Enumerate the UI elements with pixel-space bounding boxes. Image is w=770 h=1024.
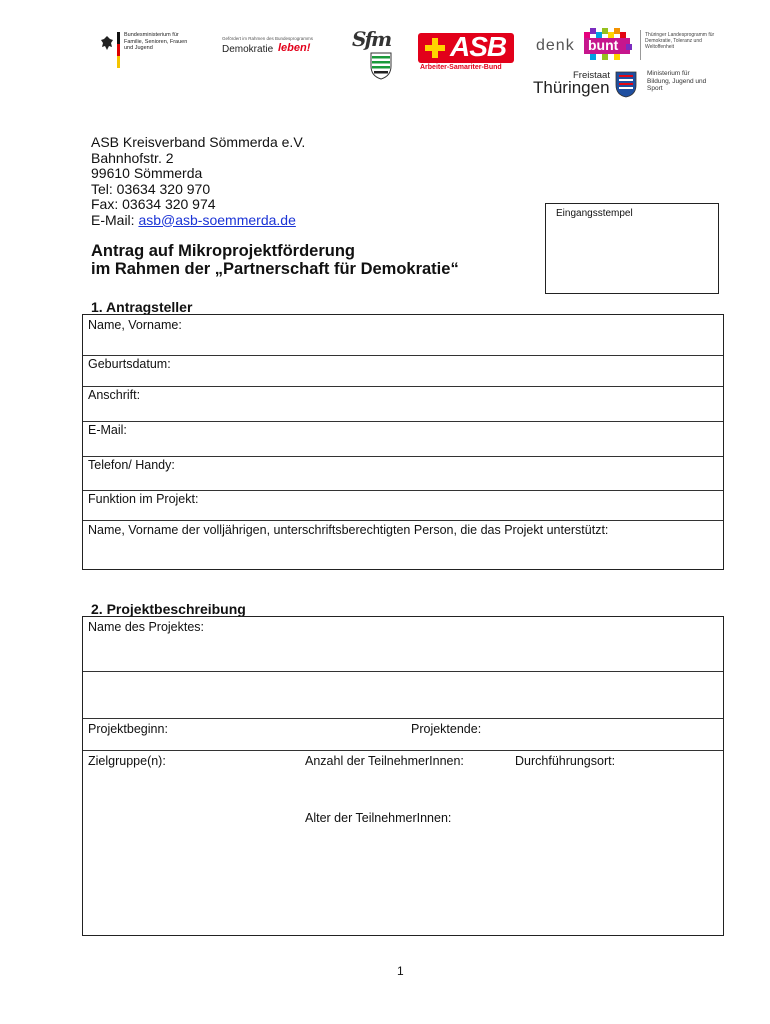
asb-logo [418, 33, 514, 73]
bunt-text: bunt [588, 37, 619, 53]
org-name: ASB Kreisverband Sömmerda e.V. [91, 134, 306, 150]
field-label-phone: Telefon/ Handy: [88, 458, 175, 472]
bmfsfj-logo [100, 32, 195, 72]
project-dates-row[interactable] [83, 718, 723, 751]
email-line [91, 213, 305, 229]
page-number: 1 [397, 964, 404, 978]
field-label-name: Name, Vorname: [88, 318, 182, 332]
section2-heading: 2. Projektbeschreibung [91, 601, 246, 617]
bmfsfj-text: Bundesministerium für Familie, Senioren, Frauen und Jugend [124, 32, 188, 51]
ministerium-text: Ministerium für Bildung, Jugend und Sport [647, 70, 707, 92]
field-label-guardian: Name, Vorname der volljährigen, unterschriftsberechtigten Person, die das Projekt unterstützt: [88, 523, 609, 537]
freistaat-text: Freistaat [573, 70, 610, 81]
city: 99610 Sömmerda [91, 165, 203, 181]
denk-text: denk [536, 37, 575, 54]
project-table [82, 616, 724, 936]
sfm-logo [350, 27, 410, 81]
field-label-birthdate: Geburtsdatum: [88, 357, 171, 371]
eagle-icon [100, 34, 114, 56]
asb-cross-icon [424, 37, 446, 59]
coat-of-arms-icon [370, 52, 392, 80]
email-link[interactable]: asb@asb-soemmerda.de [138, 211, 296, 228]
field-label-target-group: Zielgruppe(n): [88, 754, 166, 768]
form-title-line1: Antrag auf Mikroprojektförderung [91, 242, 356, 260]
demokratie-main-text: Demokratie [222, 44, 274, 55]
field-label-location: Durchführungsort: [515, 754, 616, 768]
project-name-extra-row[interactable] [83, 671, 723, 719]
field-label-participants: Anzahl der TeilnehmerInnen: [305, 754, 464, 768]
applicant-field-row[interactable] [83, 386, 723, 422]
asb-sub-text: Arbeiter-Samariter-Bund [420, 64, 502, 71]
applicant-field-row[interactable] [83, 490, 723, 521]
applicant-field-row[interactable] [83, 520, 723, 570]
thueringen-logo [533, 70, 713, 104]
applicant-field-row[interactable] [83, 456, 723, 491]
logo-header [0, 0, 770, 110]
email-label: E-Mail: [91, 211, 139, 228]
form-title [91, 242, 459, 278]
demokratie-small-text: Gefördert im Rahmen des Bundesprogramms [222, 36, 314, 41]
flag-stripe [117, 32, 120, 68]
fax: Fax: 03634 320 974 [91, 196, 216, 212]
applicant-field-row[interactable] [83, 315, 723, 355]
sender-address [91, 135, 305, 228]
asb-main-text: ASB [450, 31, 507, 62]
section1-heading: 1. Antragsteller [91, 299, 193, 315]
field-label-function: Funktion im Projekt: [88, 492, 199, 506]
form-title-line2: im Rahmen der „Partnerschaft für Demokratie“ [91, 260, 459, 278]
field-label-address: Anschrift: [88, 388, 141, 402]
denk-bunt-divider [640, 30, 641, 60]
thueringen-lion-icon [615, 71, 637, 98]
project-name-row[interactable] [83, 617, 723, 671]
phone: Tel: 03634 320 970 [91, 180, 211, 197]
sfm-text: Sfm [352, 27, 391, 51]
applicant-field-row[interactable] [83, 421, 723, 457]
applicant-table [82, 314, 724, 570]
thueringen-text: Thüringen [533, 78, 610, 97]
applicant-field-row[interactable] [83, 355, 723, 387]
field-label-project-begin: Projektbeginn: [88, 722, 168, 736]
project-details-row[interactable] [83, 750, 723, 936]
denk-bunt-desc: Thüringer Landesprogramm für Demokratie, Toleranz und Weltoffenheit [645, 32, 715, 50]
street: Bahnhofstr. 2 [91, 149, 174, 166]
demokratie-leben-text: leben! [278, 42, 311, 54]
field-label-participant-age: Alter der TeilnehmerInnen: [305, 811, 452, 825]
denk-bunt-logo [536, 28, 716, 64]
field-label-project-name: Name des Projektes: [88, 620, 205, 634]
receipt-stamp-box [545, 203, 719, 294]
demokratie-leben-logo [222, 36, 322, 62]
stamp-label: Eingangsstempel [556, 208, 633, 219]
field-label-email: E-Mail: [88, 423, 127, 437]
field-label-project-end: Projektende: [411, 722, 482, 736]
